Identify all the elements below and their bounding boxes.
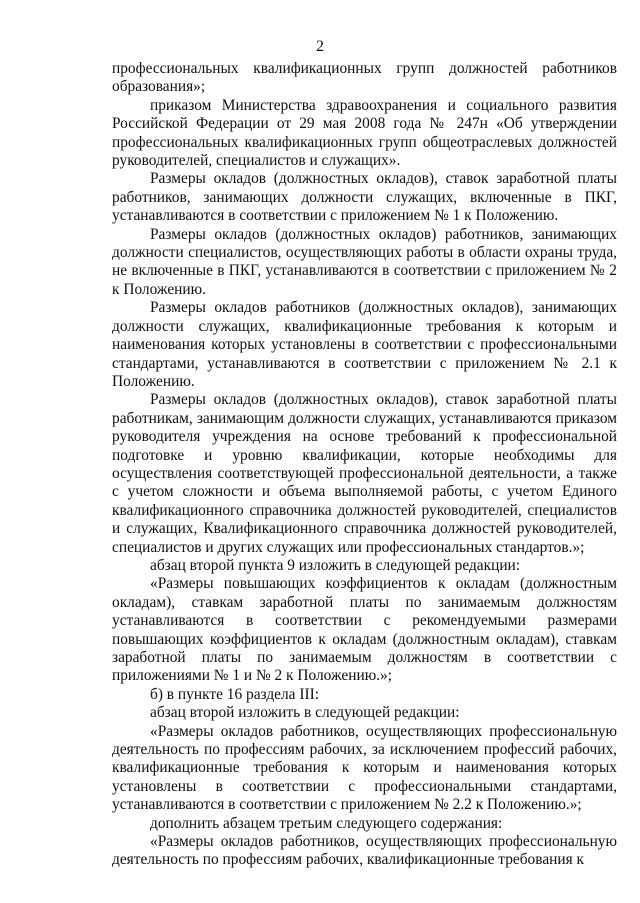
paragraph: приказом Министерства здравоохранения и социального развития Российской Федерации от 29 мая 2008 года № 247н «Об утверждении профессиональных квалификационных групп общеотраслевых должностей руководителей, специалистов и служащих». xyxy=(112,96,617,170)
paragraph: дополнить абзацем третьим следующего содержания: xyxy=(150,814,503,832)
paragraph: «Размеры окладов работников, осуществляющих профессиональную деятельность по профессиям рабочих, за исключением профессий рабочих, квалификационные требования к которым и наименования которых установлены в соответствии с профессиональными стандартами, устанавливаются в соответствии с приложением № 2.2 к Положению.»; xyxy=(112,722,617,814)
page-number: 2 xyxy=(316,38,324,55)
paragraph: Размеры окладов (должностных окладов), ставок заработной платы работников, занимающих должности служащих, включенные в ПКГ, устанавливаются в соответствии с приложением № 1 к Положению. xyxy=(112,170,617,225)
paragraph: абзац второй пункта 9 изложить в следующей редакции: xyxy=(150,556,521,574)
paragraph: «Размеры окладов работников, осуществляющих профессиональную деятельность по профессиям рабочих, квалификационные требования к xyxy=(112,833,617,869)
paragraph: «Размеры повышающих коэффициентов к окладам (должностным окладам), ставкам заработной платы по занимаемым должностям устанавливаются в соответствии с рекомендуемыми размерами повышающих коэффициентов к окладам (должностным окладам), ставкам заработной платы по занимаемым должностям в соответствии с приложениями № 1 и № 2 к Положению.»; xyxy=(112,575,617,685)
paragraph: б) в пункте 16 раздела III: xyxy=(150,685,320,703)
paragraph: Размеры окладов (должностных окладов), ставок заработной платы работникам, занимающим должности служащих, устанавливаются приказом руководителя учреждения на основе требований к профессиональной подготовке и уровню квалификации, которые необходимы для осуществления соответствующей профессиональной деятельности, а также с учетом сложности и объема выполняемой работы, с учетом Единого квалификационного справочника должностей руководителей, специалистов и служащих, Квалификационного справочника должностей руководителей, специалистов и других служащих или профессиональных стандартов.»; xyxy=(112,391,617,556)
paragraph: профессиональных квалификационных групп должностей работников образования»; xyxy=(112,60,617,96)
paragraph: Размеры окладов (должностных окладов) работников, занимающих должности специалистов, осуществляющих работы в области охраны труда, не включенные в ПКГ, устанавливаются в соответствии с приложением № 2 к Положению. xyxy=(112,225,617,298)
paragraph: абзац второй изложить в следующей редакции: xyxy=(150,704,460,722)
document-body xyxy=(112,60,617,870)
paragraph: Размеры окладов работников (должностных окладов), занимающих должности служащих, квалификационные требования к которым и наименования которых установлены в соответствии с профессиональными стандартами, устанавливаются в соответствии с приложением № 2.1 к Положению. xyxy=(112,299,617,390)
